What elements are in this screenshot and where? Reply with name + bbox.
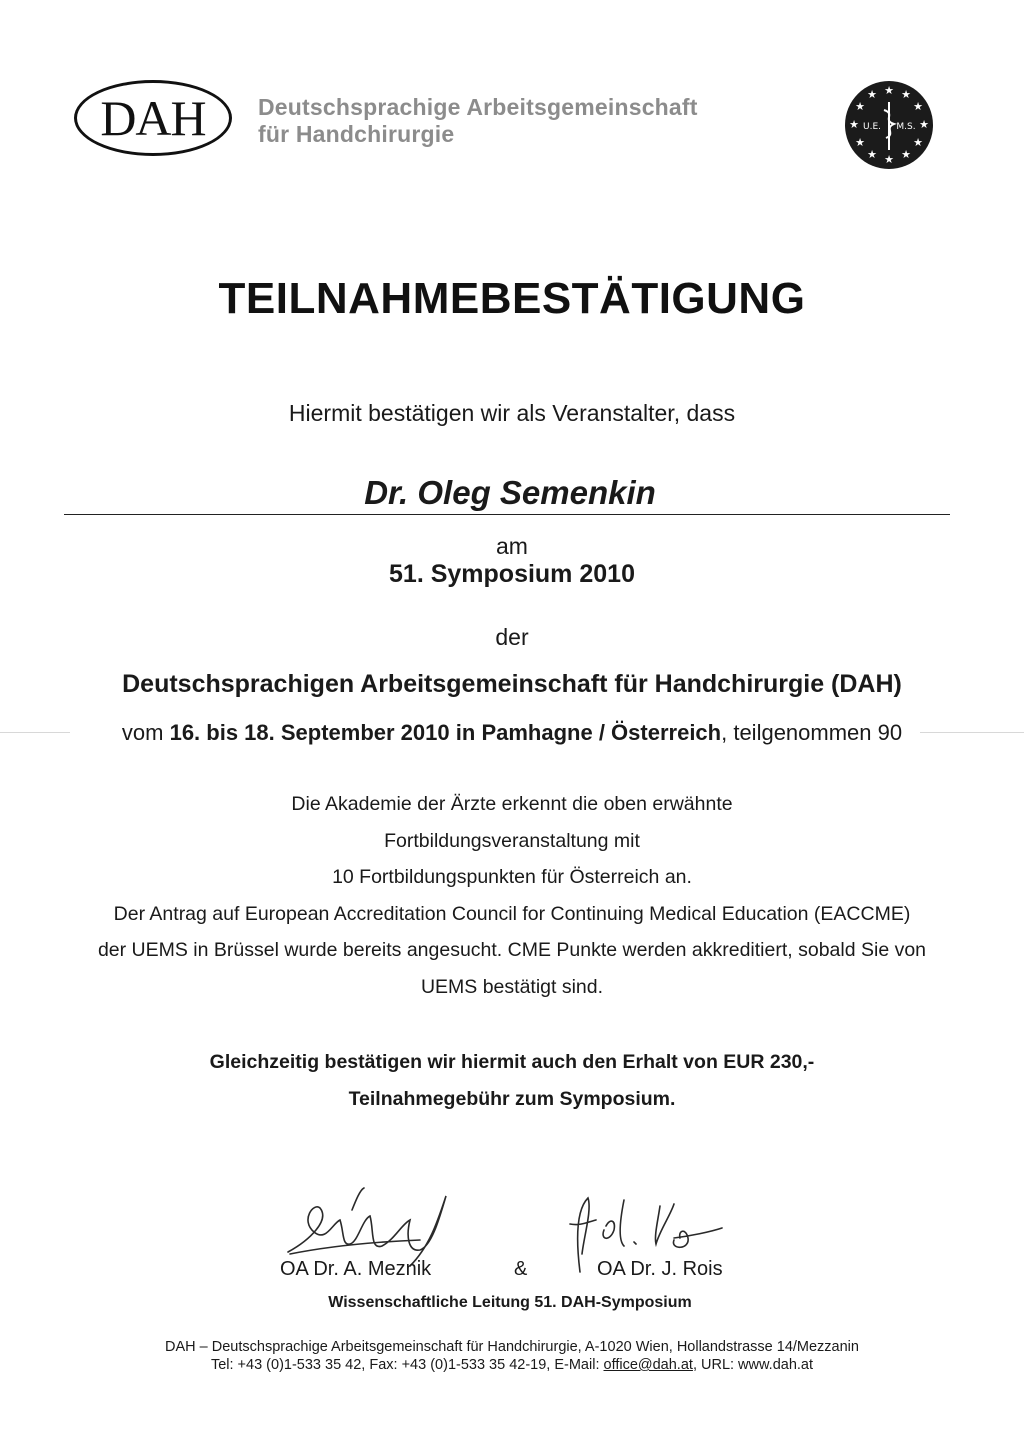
svg-text:★: ★ (884, 84, 894, 97)
location: Pamhagne / Österreich (481, 720, 722, 745)
name-underline (64, 514, 950, 515)
payment-confirmation (0, 1044, 1024, 1118)
date-location-line (0, 720, 1024, 746)
footer-contact (0, 1338, 1024, 1374)
accreditation-text (40, 786, 984, 1005)
date-prefix: vom (121, 720, 164, 745)
body-line: der UEMS in Brüssel wurde bereits angesucht. CME Punkte werden akkreditiert, sobald Sie von (97, 939, 927, 961)
body-line: UEMS bestätigt sind. (420, 975, 604, 998)
seal-right-text: M.S. (896, 122, 916, 132)
svg-text:★: ★ (849, 118, 859, 131)
certificate-title: TEILNAHMEBESTÄTIGUNG (218, 274, 806, 323)
svg-text:★: ★ (913, 100, 923, 113)
org-name-line2: für Handchirurgie (258, 121, 455, 147)
body-line: Die Akademie der Ärzte erkennt die oben erwähnte (291, 793, 733, 815)
svg-text:★: ★ (913, 136, 923, 149)
org-name-line1: Deutschsprachige Arbeitsgemeinschaft (258, 94, 698, 120)
svg-text:★: ★ (855, 136, 865, 149)
ampersand: & (514, 1258, 528, 1280)
body-line: Der Antrag auf European Accreditation Council for Continuing Medical Education (EACCME) (113, 902, 911, 925)
dah-logo-text: DAH (100, 90, 206, 146)
participant-name: Dr. Oleg Semenkin (364, 474, 656, 511)
body-line: Fortbildungsveranstaltung mit (384, 829, 640, 852)
svg-text:★: ★ (901, 88, 911, 101)
footer-url: , URL: www.dah.at (692, 1357, 814, 1373)
signer-right: OA Dr. J. Rois (597, 1258, 723, 1280)
svg-text:★: ★ (867, 148, 877, 161)
footer-phone-fax: Tel: +43 (0)1-533 35 42, Fax: +43 (0)1-533 35 42-19, E-Mail: (210, 1357, 604, 1373)
confirmation-line1: Gleichzeitig bestätigen wir hiermit auch den Erhalt von EUR 230,- (209, 1051, 815, 1073)
org-name-header (258, 94, 698, 148)
body-line: 10 Fortbildungspunkten für Österreich an. (332, 866, 692, 888)
event-name: 51. Symposium 2010 (389, 560, 635, 588)
confirmation-line2: Teilnahmegebühr zum Symposium. (348, 1088, 676, 1110)
seal-left-text: U.E. (863, 122, 881, 132)
signature-left (288, 1196, 446, 1266)
der-text: der (495, 624, 529, 650)
email-link[interactable]: office@dah.at (603, 1357, 693, 1373)
organization-full-name: Deutschsprachigen Arbeitsgemeinschaft für Handchirurgie (DAH) (122, 670, 902, 698)
intro-text: Hiermit bestätigen wir als Veranstalter, dass (288, 400, 736, 426)
footer-contact-line (0, 1356, 1024, 1374)
uems-seal-icon (844, 80, 934, 170)
location-prefix: in (455, 720, 476, 745)
am-text: am (496, 533, 528, 559)
scientific-leadership: Wissenschaftliche Leitung 51. DAH-Symposium (328, 1294, 692, 1311)
dah-logo (74, 80, 232, 156)
footer-address: DAH – Deutschsprachige Arbeitsgemeinschaft für Handchirurgie, A-1020 Wien, Hollandstrasse 14/Mezzanin (165, 1339, 859, 1355)
svg-text:★: ★ (919, 118, 929, 131)
svg-text:★: ★ (884, 153, 894, 166)
signer-left: OA Dr. A. Meznik (280, 1258, 432, 1280)
date-range: 16. bis 18. September 2010 (169, 720, 450, 745)
svg-text:★: ★ (867, 88, 877, 101)
date-suffix: , teilgenommen 90 (721, 720, 903, 745)
svg-text:★: ★ (855, 100, 865, 113)
svg-text:★: ★ (901, 148, 911, 161)
